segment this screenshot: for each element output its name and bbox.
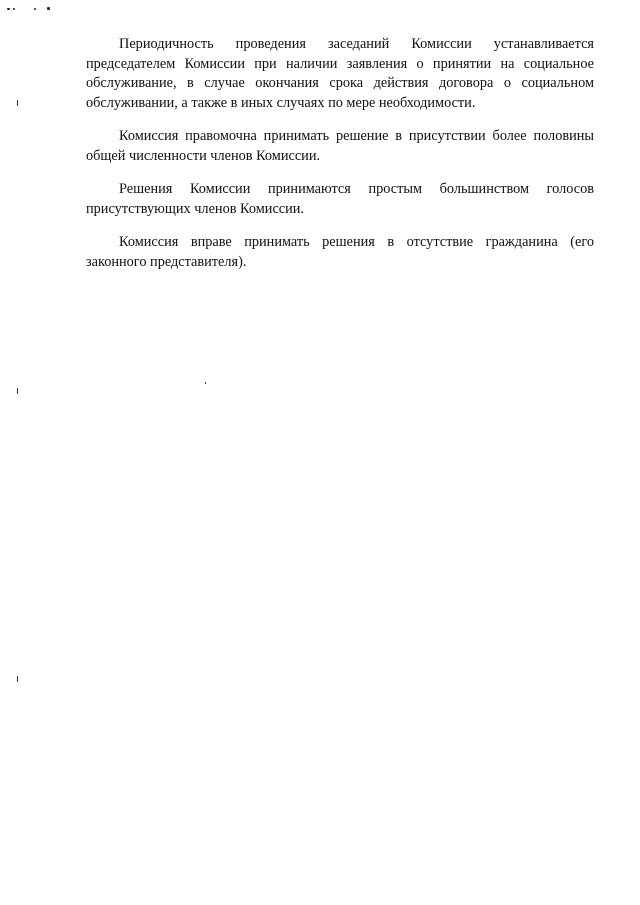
paragraph-majority-vote: Решения Комиссии принимаются простым большинством голосов присутствующих членов Комиссии. — [86, 181, 594, 217]
paragraph-quorum: Комиссия правомочна принимать решение в присутствии более половины общей численности членов Комиссии. — [86, 128, 594, 164]
scan-artifact-mark — [7, 8, 10, 10]
scan-artifact-mark — [17, 388, 18, 394]
scan-artifact-mark — [205, 382, 206, 384]
scan-artifact-mark — [17, 100, 18, 106]
paragraph-absence-decision: Комиссия вправе принимать решения в отсутствие гражданина (его законного представителя). — [86, 234, 594, 270]
scan-artifact-mark — [47, 7, 50, 10]
document-body — [86, 35, 594, 286]
paragraph-meeting-frequency: Периодичность проведения заседаний Комиссии устанавливается председателем Комиссии при наличии заявления о принятии на социальное обслуживание, в случае окончания срока действия договора о социальном обслуживании, а также в иных случаях по мере необходимости. — [86, 36, 594, 111]
scan-artifact-mark — [13, 8, 15, 10]
scan-artifact-mark — [34, 8, 36, 10]
scan-artifact-mark — [17, 676, 18, 682]
